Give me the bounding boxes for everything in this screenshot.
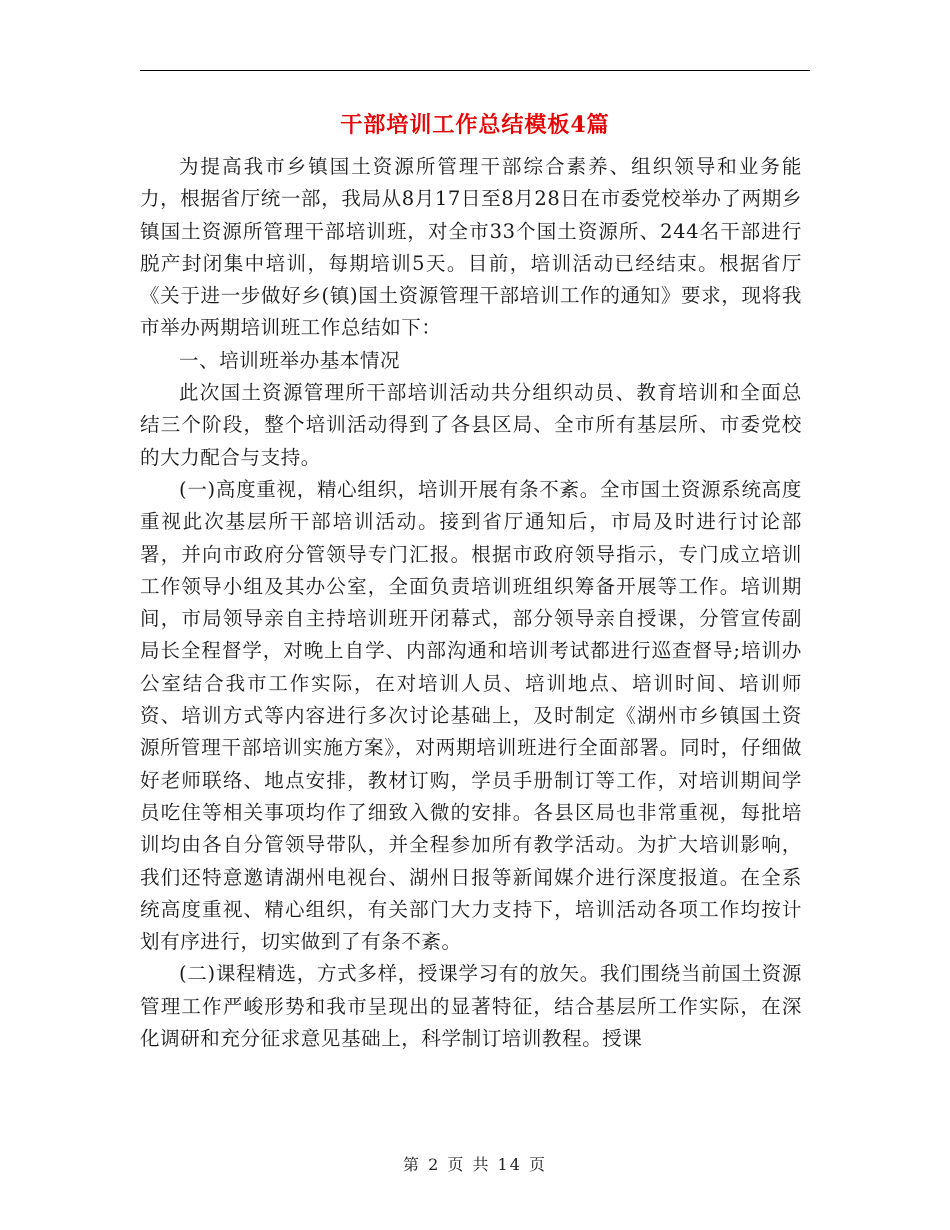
body-paragraph: (二)课程精选，方式多样，授课学习有的放矢。我们围绕当前国土资源管理工作严峻形势和我市呈现出的显著特征，结合基层所工作实际，在深化调研和充分征求意见基础上，科学制订培训教程。授课 bbox=[140, 962, 802, 1051]
body-paragraph: (一)高度重视，精心组织，培训开展有条不紊。全市国土资源系统高度重视此次基层所干部培训活动。接到省厅通知后，市局及时进行讨论部署，并向市政府分管领导专门汇报。根据市政府领导指示，专门成立培训工作领导小组及其办公室，全面负责培训班组织筹备开展等工作。培训期间，市局领导亲自主持培训班开闭幕式，部分领导亲自授课，分管宣传副局长全程督学，对晚上自学、内部沟通和培训考试都进行巡查督导;培训办公室结合我市工作实际，在对培训人员、培训地点、培训时间、培训师资、培训方式等内容进行多次讨论基础上，及时制定《湖州市乡镇国土资源所管理干部培训实施方案》，对两期培训班进行全面部署。同时，仔细做好老师联络、地点安排，教材订购，学员手册制订等工作，对培训期间学员吃住等相关事项均作了细致入微的安排。各县区局也非常重视，每批培训均由各自分管领导带队，并全程参加所有教学活动。为扩大培训影响，我们还特意邀请湖州电视台、湖州日报等新闻媒介进行深度报道。在全系统高度重视、精心组织，有关部门大力支持下，培训活动各项工作均按计划有序进行，切实做到了有条不紊。 bbox=[140, 477, 802, 954]
document-body bbox=[140, 151, 802, 1055]
body-paragraph: 为提高我市乡镇国土资源所管理干部综合素养、组织领导和业务能力，根据省厅统一部，我局从8月17日至8月28日在市委党校举办了两期乡镇国土资源所管理干部培训班，对全市33个国土资源所、244名干部进行脱产封闭集中培训，每期培训5天。目前，培训活动已经结束。根据省厅《关于进一步做好乡(镇)国土资源管理干部培训工作的通知》要求，现将我市举办两期培训班工作总结如下： bbox=[140, 155, 802, 340]
header-rule bbox=[140, 70, 810, 71]
section-heading: 一、培训班举办基本情况 bbox=[179, 348, 401, 372]
body-paragraph: 此次国土资源管理所干部培训活动共分组织动员、教育培训和全面总结三个阶段，整个培训活动得到了各县区局、全市所有基层所、市委党校的大力配合与支持。 bbox=[140, 381, 802, 469]
page-number-footer: 第 2 页 共 14 页 bbox=[403, 1155, 547, 1174]
document-title: 干部培训工作总结模板4篇 bbox=[340, 112, 610, 138]
